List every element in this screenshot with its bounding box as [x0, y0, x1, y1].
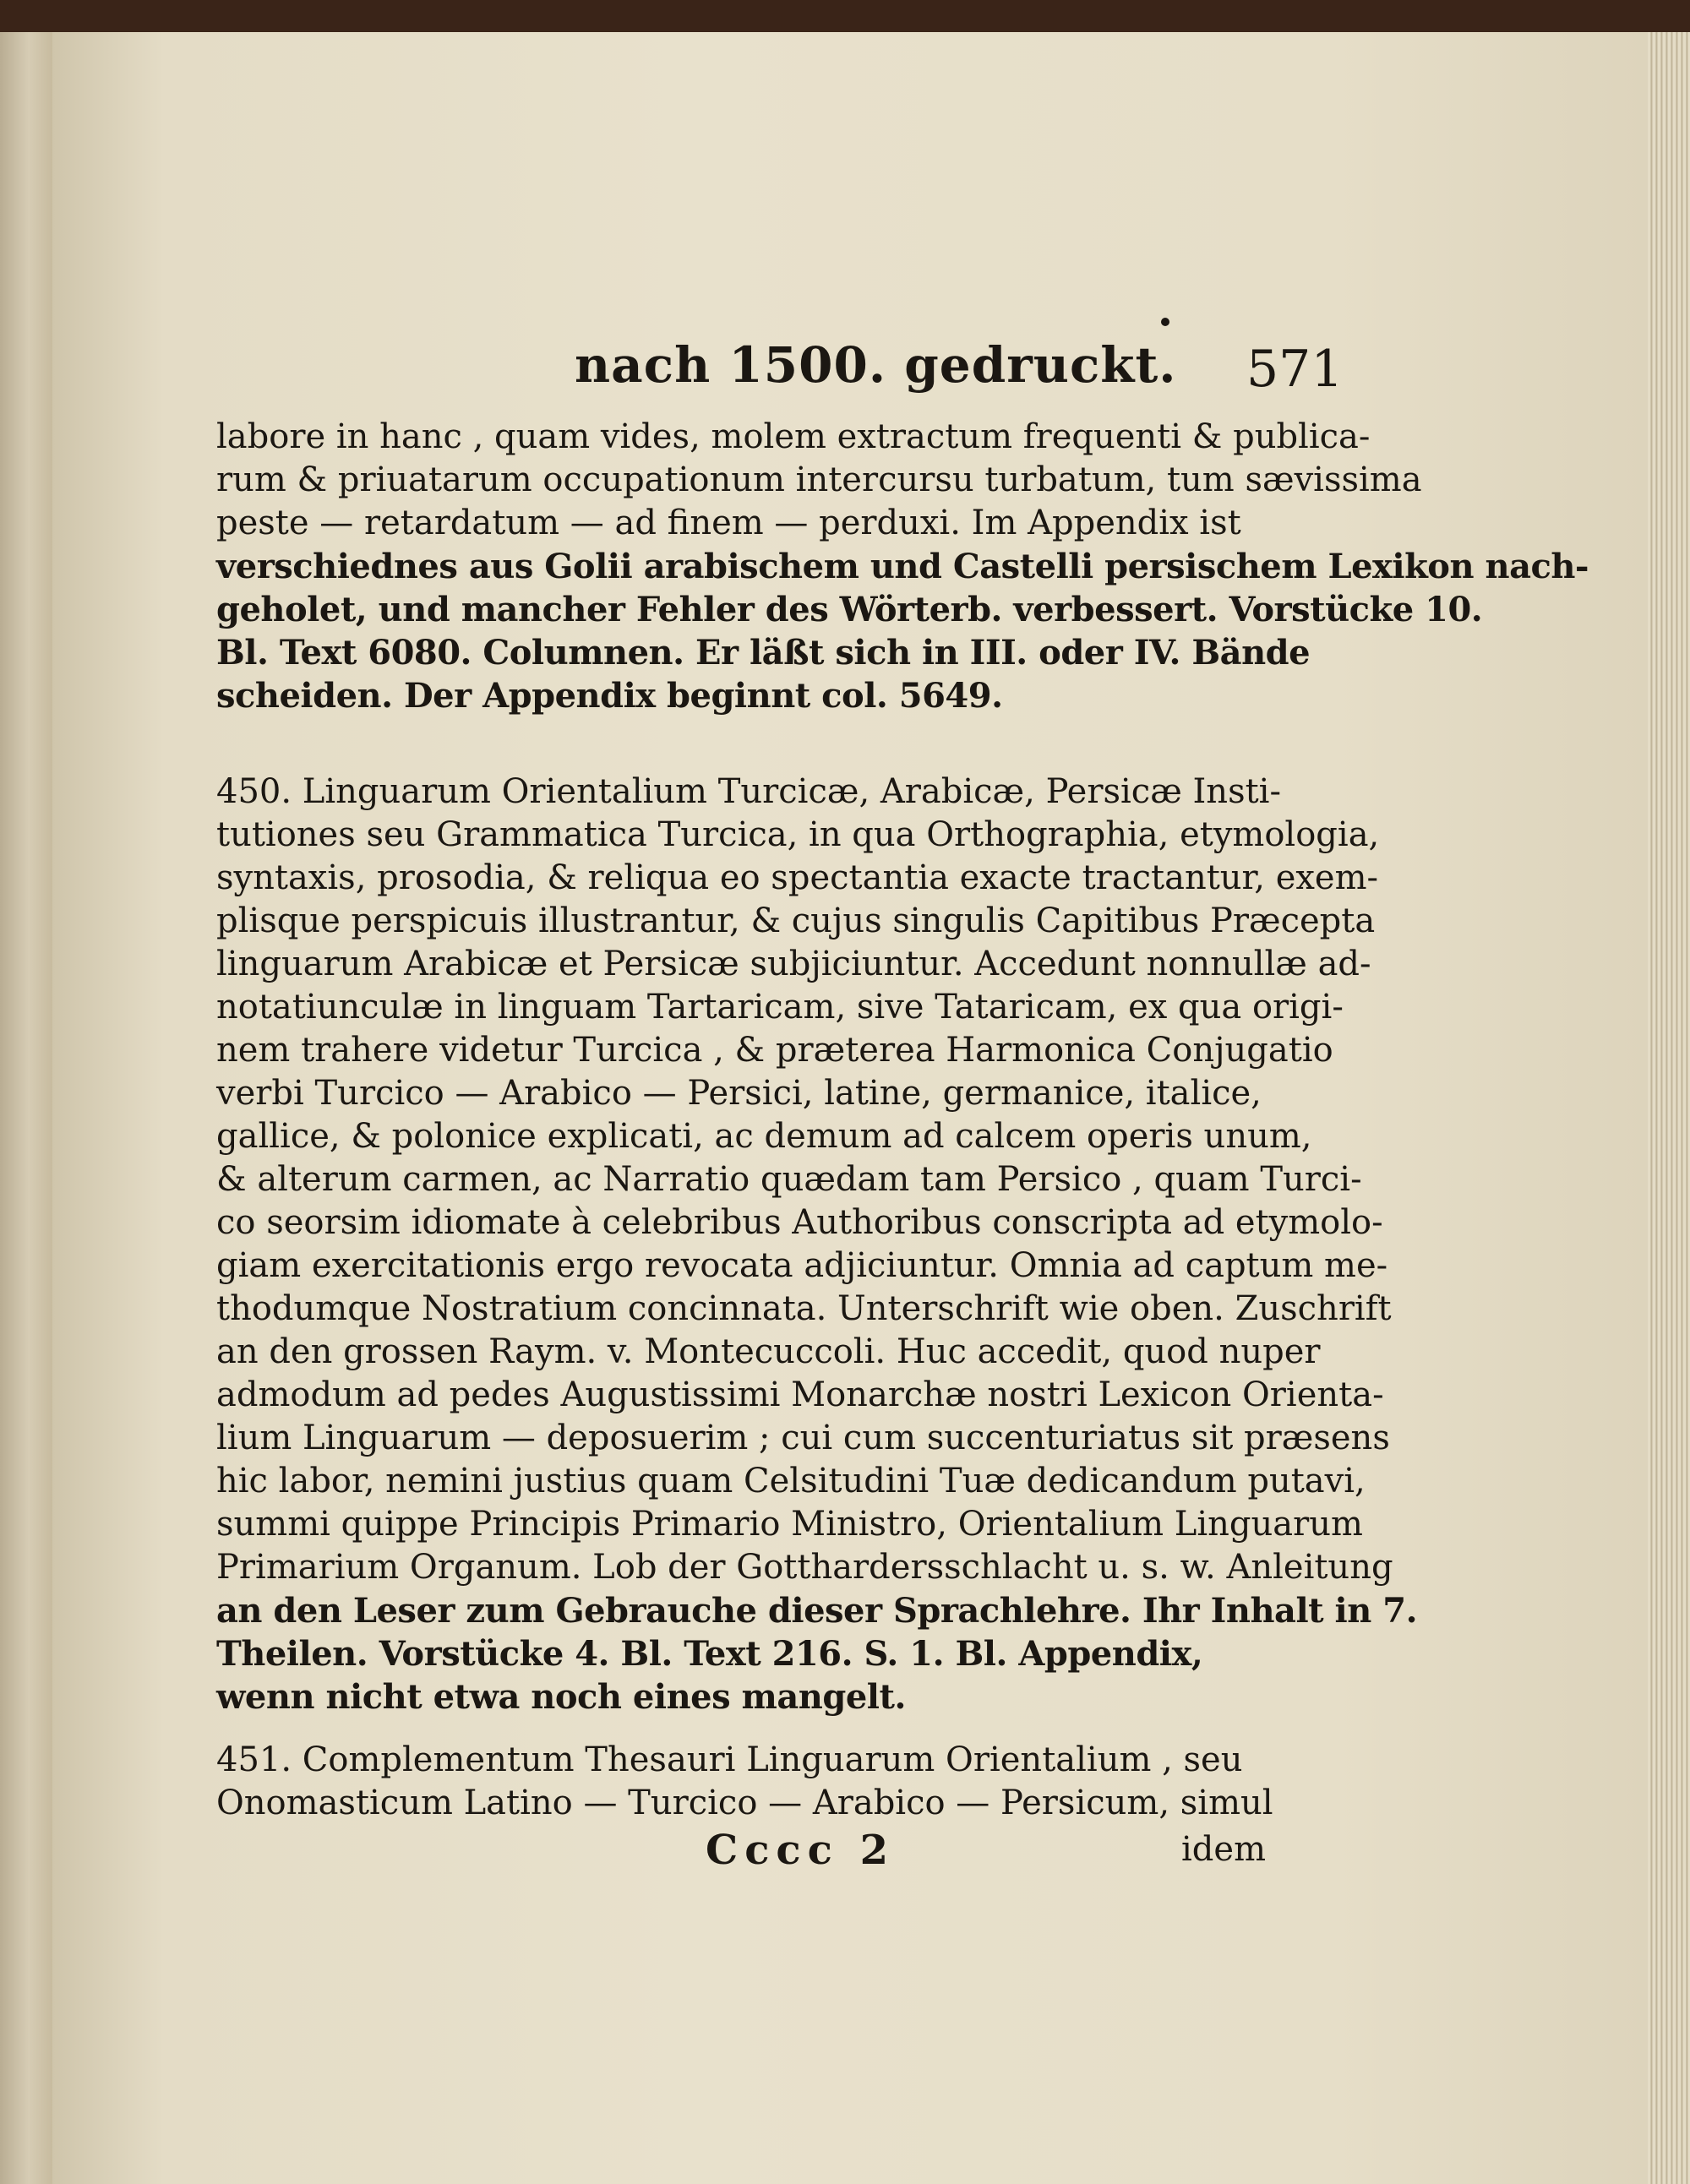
text-line: giam exercitationis ergo revocata adjiciuntur. Omnia ad captum me-	[216, 1246, 1388, 1285]
text-line: notatiunculæ in linguam Tartaricam, sive Tataricam, ex qua origi-	[216, 988, 1344, 1027]
text-line: an den grossen Raym. v. Montecuccoli. Huc accedit, quod nuper	[216, 1332, 1321, 1371]
signature-mark: Cccc 2	[706, 1827, 895, 1874]
text-line: hic labor, nemini justius quam Celsitudini Tuæ dedicandum putavi,	[216, 1462, 1366, 1500]
text-line: labore in hanc , quam vides, molem extractum frequenti & publica-	[216, 417, 1371, 456]
text-line: gallice, & polonice explicati, ac demum ad calcem operis unum,	[216, 1117, 1312, 1156]
text-line: scheiden. Der Appendix beginnt col. 5649.	[216, 676, 1003, 716]
text-line: geholet, und mancher Fehler des Wörterb. verbessert. Vorstücke 10.	[216, 590, 1483, 629]
text-line: verbi Turcico — Arabico — Persici, latine, germanice, italice,	[216, 1074, 1262, 1113]
text-line: 451. Complementum Thesauri Linguarum Orientalium , seu	[216, 1740, 1243, 1779]
catchword: idem	[1181, 1830, 1266, 1869]
entry-450	[216, 771, 1418, 1718]
text-line: thodumque Nostratium concinnata. Unterschrift wie oben. Zuschrift	[216, 1289, 1392, 1328]
text-line: an den Leser zum Gebrauche dieser Sprachlehre. Ihr Inhalt in 7.	[216, 1591, 1418, 1631]
text-line: verschiednes aus Golii arabischem und Castelli persischem Lexikon nach-	[216, 547, 1589, 586]
text-line: Onomasticum Latino — Turcico — Arabico — Persicum, simul	[216, 1784, 1273, 1822]
page-stack-edge	[1648, 32, 1690, 2184]
text-line: plisque perspicuis illustrantur, & cujus singulis Capitibus Præcepta	[216, 901, 1376, 940]
text-line: wenn nicht etwa noch eines mangelt.	[216, 1677, 906, 1717]
text-line: peste — retardatum — ad finem — perduxi. Im Appendix ist	[216, 504, 1241, 542]
text-line: lium Linguarum — deposuerim ; cui cum succenturiatus sit præsens	[216, 1419, 1390, 1457]
text-line: 450. Linguarum Orientalium Turcicæ, Arabicæ, Persicæ Insti-	[216, 772, 1281, 811]
text-line: linguarum Arabicæ et Persicæ subjiciuntur. Accedunt nonnullæ ad-	[216, 945, 1371, 983]
page-number: 571	[1246, 340, 1344, 399]
text-line: tutiones seu Grammatica Turcica, in qua Orthographia, etymologia,	[216, 815, 1380, 854]
ink-speck	[1161, 318, 1169, 326]
text-line: Primarium Organum. Lob der Gotthardersschlacht u. s. w. Anleitung	[216, 1548, 1393, 1587]
running-header	[575, 336, 1344, 412]
text-line: syntaxis, prosodia, & reliqua eo spectantia exacte tractantur, exem-	[216, 858, 1379, 897]
left-page-edge	[0, 32, 55, 2184]
running-title: nach 1500. gedruckt.	[575, 336, 1177, 394]
text-line: summi quippe Principis Primario Ministro, Orientalium Linguarum	[216, 1505, 1363, 1544]
text-line: nem trahere videtur Turcica , & præterea Harmonica Conjugatio	[216, 1031, 1333, 1070]
text-line: co seorsim idiomate à celebribus Authoribus conscripta ad etymolo-	[216, 1203, 1383, 1242]
text-line: Theilen. Vorstücke 4. Bl. Text 216. S. 1. Bl. Appendix,	[216, 1634, 1203, 1674]
text-line: Bl. Text 6080. Columnen. Er läßt sich in III. oder IV. Bände	[216, 633, 1311, 673]
text-line: admodum ad pedes Augustissimi Monarchæ nostri Lexicon Orienta-	[216, 1375, 1384, 1414]
entry-451	[216, 1739, 1315, 1825]
text-line: & alterum carmen, ac Narratio quædam tam Persico , quam Turci-	[216, 1160, 1362, 1199]
paragraph-continuation	[216, 416, 1589, 717]
text-line: rum & priuatarum occupationum intercursu turbatum, tum sævissima	[216, 460, 1422, 499]
